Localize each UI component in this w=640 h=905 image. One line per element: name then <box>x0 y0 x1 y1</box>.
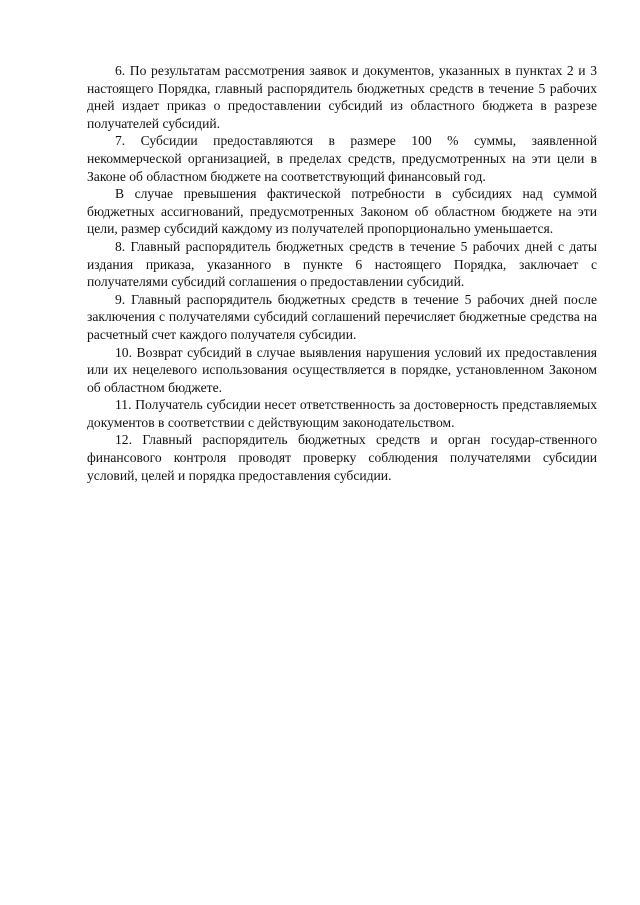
document-page <box>87 62 597 484</box>
paragraph-7: 7. Субсидии предоставляются в размере 100 % суммы, заявленной некоммерческой организацией, в пределах средств, предусмотренных на эти цели в Законе об областном бюджете на соответствующий финансовый год. <box>87 133 597 184</box>
paragraph-12: 12. Главный распорядитель бюджетных средств и орган государ-ственного финансового контроля проводят проверку соблюдения получателями субсидии условий, целей и порядка предоставления субсидии. <box>87 432 597 483</box>
paragraph-6: 6. По результатам рассмотрения заявок и документов, указанных в пунктах 2 и 3 настоящего Порядка, главный распорядитель бюджетных средств в течение 5 рабочих дней издает приказ о предоставлении субсидий из областного бюджета в разрезе получателей субсидий. <box>87 63 597 131</box>
paragraph-8: 8. Главный распорядитель бюджетных средств в течение 5 рабочих дней с даты издания приказа, указанного в пункте 6 настоящего Порядка, заключает с получателями субсидий соглашения о предоставлении субсидий. <box>87 238 597 290</box>
paragraph-11: 11. Получатель субсидии несет ответственность за достоверность представляемых документов в соответствии с действующим законодательством. <box>87 397 597 430</box>
paragraph-7-continuation: В случае превышения фактической потребности в субсидиях над суммой бюджетных ассигнований, предусмотренных Законом об областном бюджете на эти цели, размер субсидий каждому из получателей пропорционально уменьшается. <box>87 186 597 237</box>
paragraph-9: 9. Главный распорядитель бюджетных средств в течение 5 рабочих дней после заключения с получателями субсидий соглашений перечисляет бюджетные средства на расчетный счет каждого получателя субсидии. <box>87 291 597 342</box>
paragraph-10: 10. Возврат субсидий в случае выявления нарушения условий их предоставления или их нецелевого использования осуществляется в порядке, установленном Законом об областном бюджете. <box>87 344 597 395</box>
